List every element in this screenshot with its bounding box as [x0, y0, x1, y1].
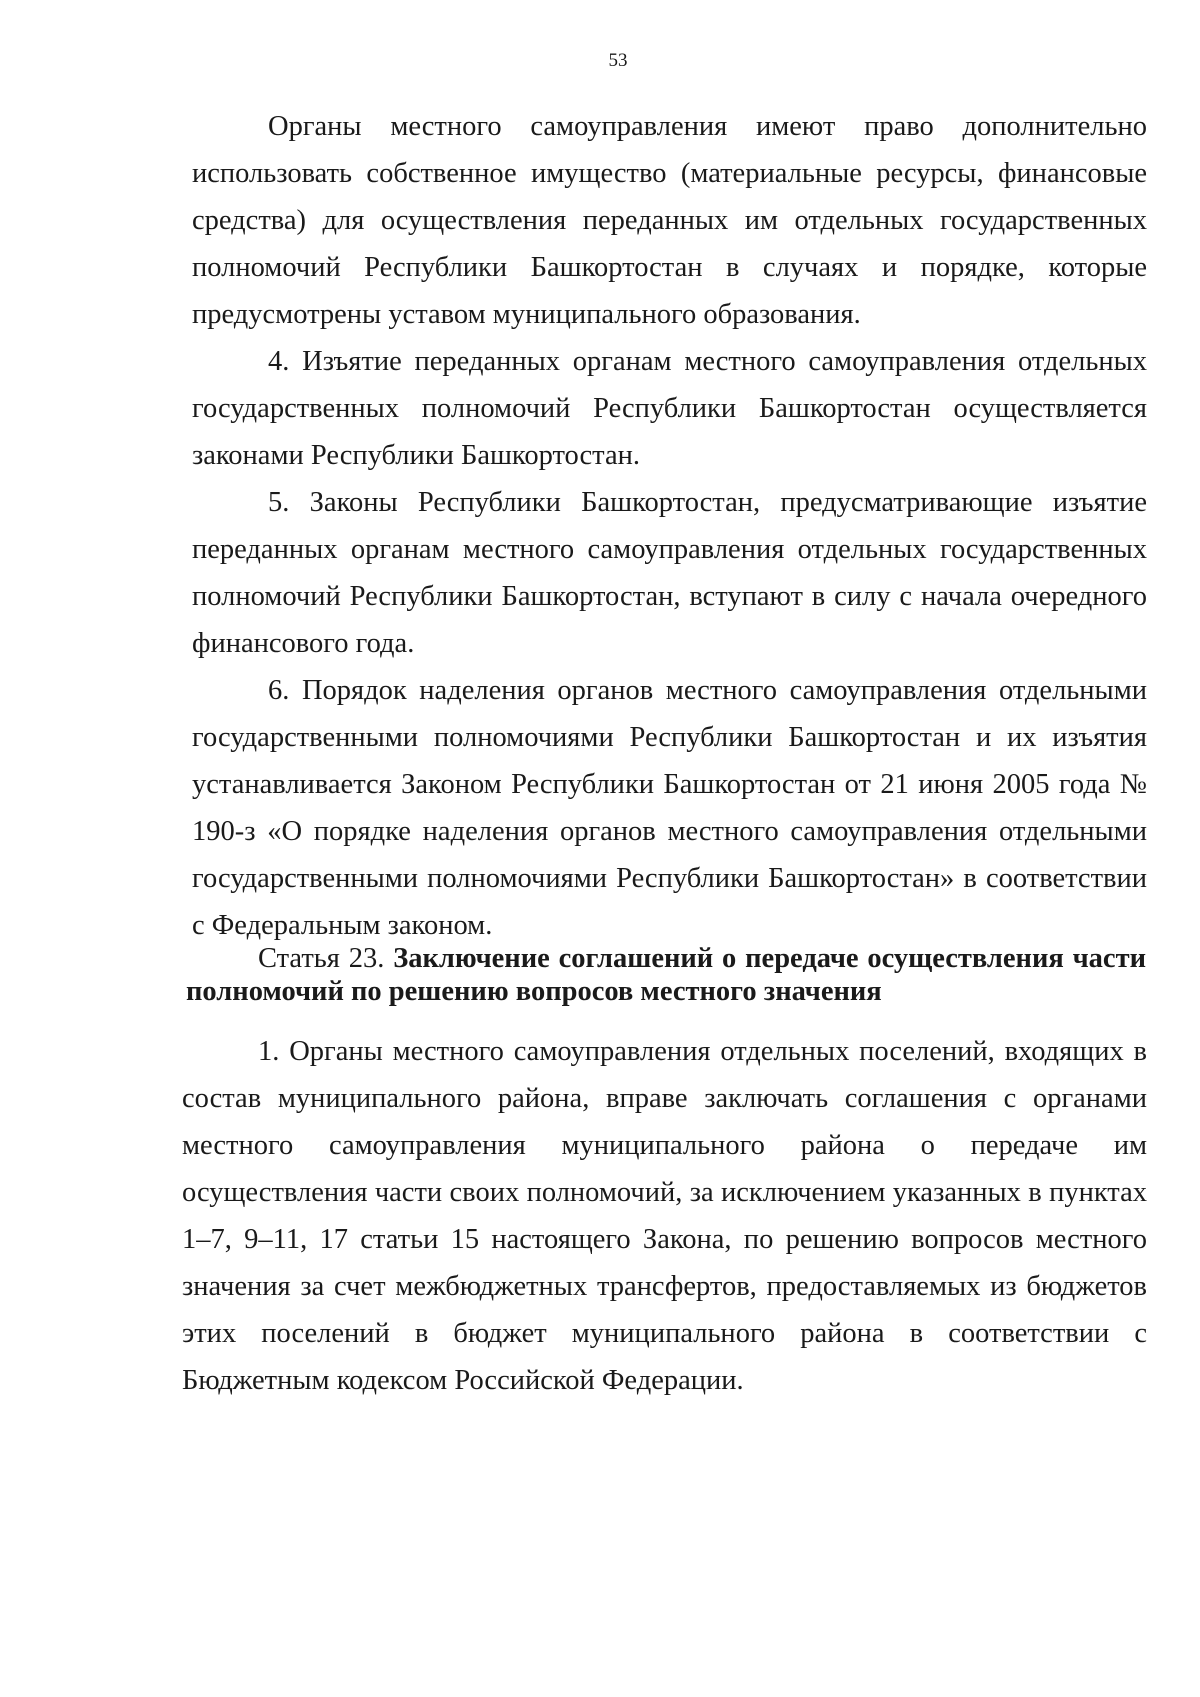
article-title: Заключение соглашений о передаче осуществления части полномочий по решению вопросов местного значения [186, 943, 1146, 1007]
article-label: Статья 23. [258, 943, 394, 974]
paragraph-6-procedure: 6. Порядок наделения органов местного самоуправления отдельными государственными полномочиями Республики Башкортостан и их изъятия устанавливается Законом Республики Башкортостан от 21 июня 2005 года № 190-з «О порядке наделения органов местного самоуправления отдельными государственными полномочиями Республики Башкортостан» в соответствии с Федеральным законом. [192, 675, 1147, 941]
paragraph-4-withdrawal: 4. Изъятие переданных органам местного самоуправления отдельных государственных полномочий Республики Башкортостан осуществляется законами Республики Башкортостан. [192, 346, 1147, 471]
paragraph-5-laws: 5. Законы Республики Башкортостан, предусматривающие изъятие переданных органам местного самоуправления отдельных государственных полномочий Республики Башкортостан, вступают в силу с начала очередного финансового года. [192, 487, 1147, 659]
article-23-heading [186, 942, 1146, 1008]
article-paragraph-1: 1. Органы местного самоуправления отдельных поселений, входящих в состав муниципального района, вправе заключать соглашения с органами местного самоуправления муниципального района о передаче им осуществления части своих полномочий, за исключением указанных в пунктах 1–7, 9–11, 17 статьи 15 настоящего Закона, по решению вопросов местного значения за счет межбюджетных трансфертов, предоставляемых из бюджетов этих поселений в бюджет муниципального района в соответствии с Бюджетным кодексом Российской Федерации. [182, 1036, 1147, 1396]
body-text-article [182, 1028, 1147, 1404]
paragraph-own-property: Органы местного самоуправления имеют право дополнительно использовать собственное имущество (материальные ресурсы, финансовые средства) для осуществления переданных им отдельных государственных полномочий Республики Башкортостан в случаях и порядке, которые предусмотрены уставом муниципального образования. [192, 111, 1147, 330]
body-text-upper [192, 103, 1147, 949]
page-number: 53 [608, 50, 628, 71]
